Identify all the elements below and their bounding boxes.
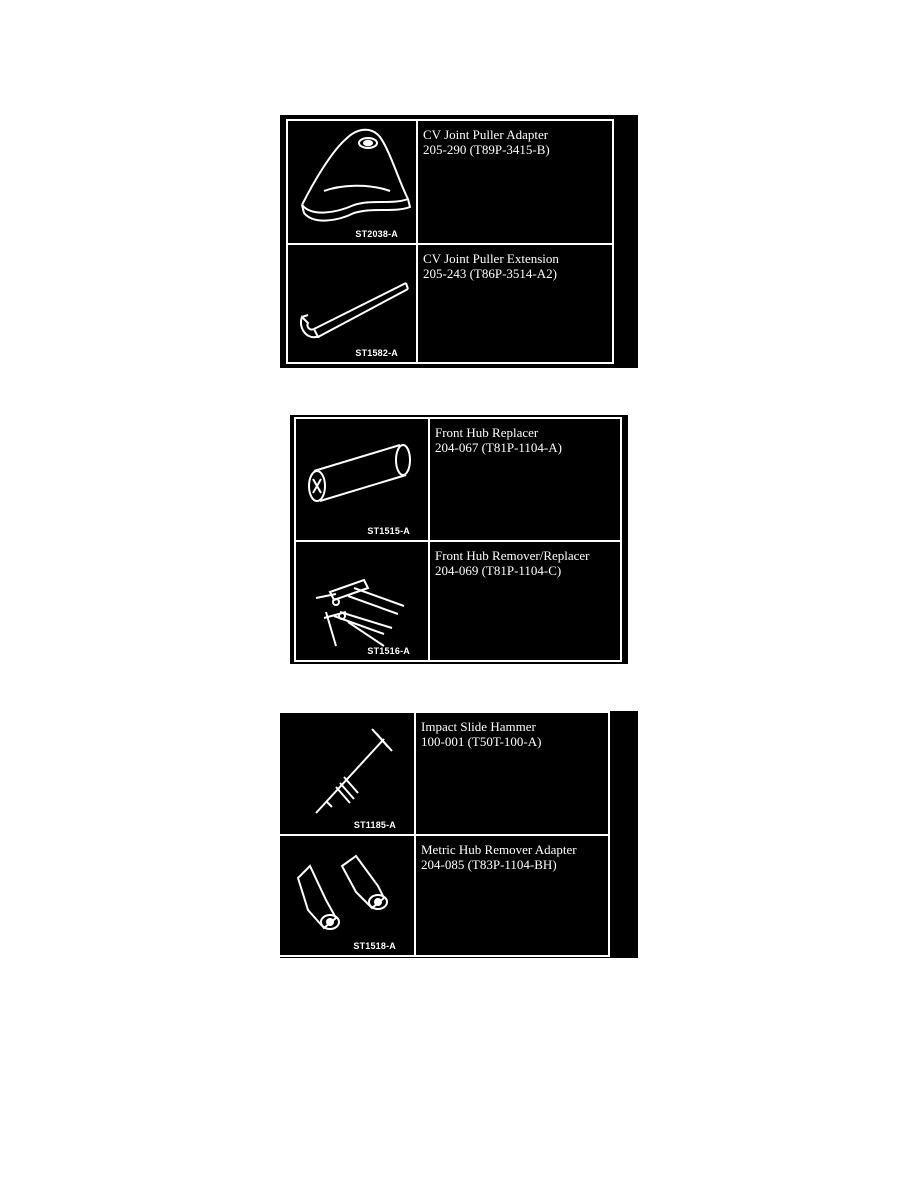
tool-code: ST1518-A	[353, 941, 396, 951]
hub-replacer-icon	[296, 419, 428, 540]
tool-part-number: 204-085 (T83P-1104-BH)	[421, 857, 557, 872]
tool-code: ST2038-A	[355, 229, 398, 239]
tool-table-3	[278, 711, 610, 957]
tool-image-cell	[288, 245, 418, 362]
tool-image-cell	[280, 836, 416, 955]
tool-name: Metric Hub Remover Adapter	[421, 842, 577, 857]
tool-code: ST1582-A	[355, 348, 398, 358]
hub-remover-replacer-icon	[296, 542, 428, 660]
tool-name: CV Joint Puller Extension	[423, 251, 559, 266]
tool-part-number: 204-067 (T81P-1104-A)	[435, 440, 562, 455]
tool-part-number: 100-001 (T50T-100-A)	[421, 734, 542, 749]
tool-name: Impact Slide Hammer	[421, 719, 536, 734]
tool-description	[430, 419, 620, 542]
tool-code: ST1516-A	[367, 646, 410, 656]
tool-part-number: 204-069 (T81P-1104-C)	[435, 563, 562, 578]
tool-name: Front Hub Replacer	[435, 425, 539, 440]
tool-description	[418, 121, 612, 245]
tool-panel-1	[280, 115, 638, 368]
tool-table-1	[286, 119, 614, 364]
tool-description	[418, 245, 612, 362]
slide-hammer-icon	[280, 713, 414, 834]
tool-table-2	[294, 417, 622, 662]
tool-image-cell	[288, 121, 418, 245]
tool-description	[416, 836, 608, 955]
tool-part-number: 205-243 (T86P-3514-A2)	[423, 266, 557, 281]
tool-panel-3	[280, 711, 638, 958]
tool-code: ST1185-A	[353, 820, 396, 830]
tool-name: Front Hub Remover/Replacer	[435, 548, 590, 563]
puller-extension-icon	[288, 245, 416, 363]
tool-code: ST1515-A	[367, 526, 410, 536]
tool-panel-2	[290, 415, 628, 664]
hub-remover-adapter-icon	[280, 836, 414, 956]
tool-name: CV Joint Puller Adapter	[423, 127, 549, 142]
tool-description	[430, 542, 620, 660]
tool-image-cell	[296, 419, 430, 542]
tool-part-number: 205-290 (T89P-3415-B)	[423, 142, 550, 157]
tool-image-cell	[296, 542, 430, 660]
puller-adapter-icon	[288, 121, 416, 243]
tool-image-cell	[280, 713, 416, 836]
tool-description	[416, 713, 608, 836]
